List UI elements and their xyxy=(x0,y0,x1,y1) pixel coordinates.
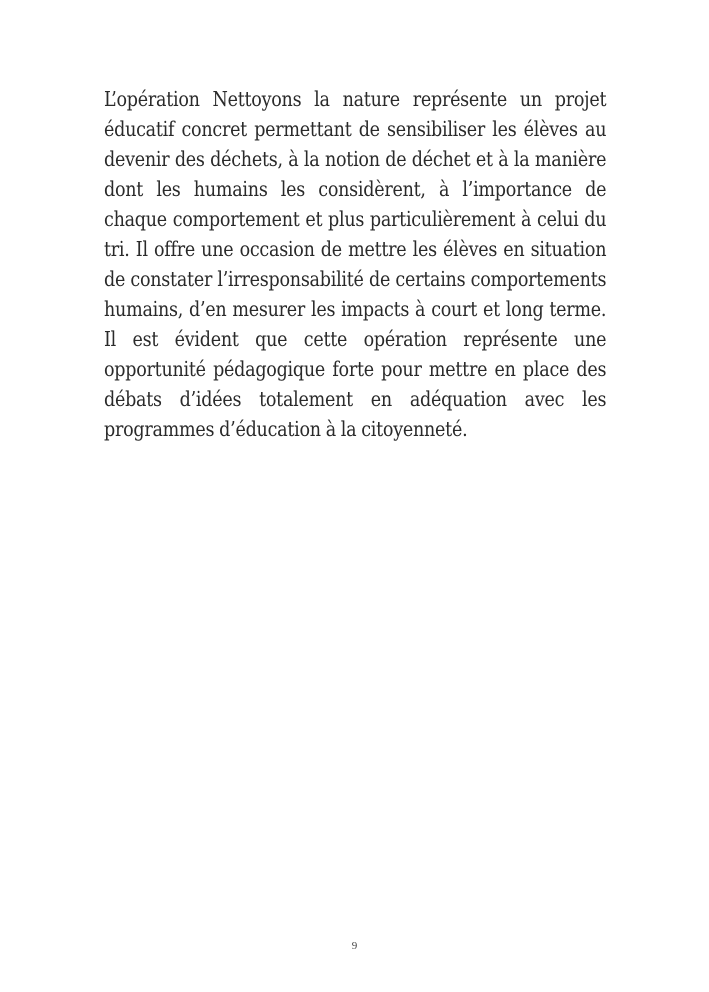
body-paragraph: L’opération Nettoyons la nature représente un projet éducatif concret permettant de sensibiliser les élèves au devenir des déchets, à la notion de déchet et à la manière dont les humains les considèrent, à l’importance de chaque comportement et plus particulièrement à celui du tri. Il offre une occasion de mettre les élèves en situation de constater l’irresponsabilité de certains comportements humains, d’en mesurer les impacts à court et long terme. Il est évident que cette opération représente une opportunité pédagogique forte pour mettre en place des débats d’idées totalement en adéquation avec les programmes d’éducation à la citoyenneté. xyxy=(104,87,607,441)
page-number: 9 xyxy=(351,940,358,952)
